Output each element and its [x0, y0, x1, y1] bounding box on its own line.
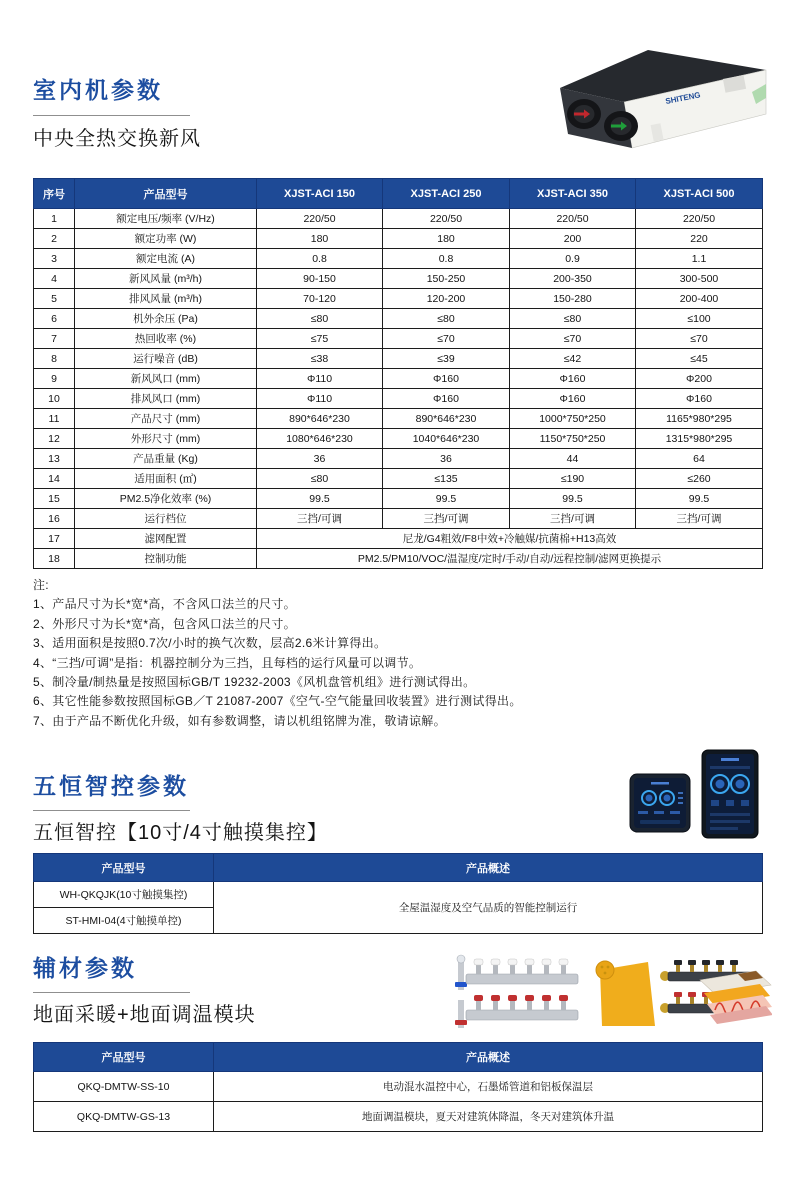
gauge-circle [716, 780, 725, 789]
row-value: ≤38 [257, 349, 383, 369]
panel-bottom-bar [640, 820, 680, 824]
row-value: 890*646*230 [257, 409, 383, 429]
row-value: 99.5 [510, 489, 636, 509]
row-value: Φ160 [383, 389, 510, 409]
row-value: 70-120 [257, 289, 383, 309]
row-no: 4 [34, 269, 75, 289]
panel-button [670, 811, 680, 814]
note-line: 1、产品尺寸为长*宽*高，不含风口法兰的尺寸。 [33, 597, 296, 612]
panel-button [726, 800, 734, 806]
panel-tick [678, 792, 683, 794]
model-cell: QKQ-DMTW-SS-10 [34, 1072, 214, 1102]
row-no: 3 [34, 249, 75, 269]
row-no: 17 [34, 529, 75, 549]
panel-row [710, 813, 750, 816]
row-value: 1315*980*295 [636, 429, 763, 449]
row-value: 0.8 [383, 249, 510, 269]
row-value: 36 [257, 449, 383, 469]
row-param: 排风风量 (m³/h) [75, 289, 257, 309]
gauge-circle [646, 795, 653, 802]
accessories-table [33, 1042, 763, 1132]
row-value: Φ110 [257, 389, 383, 409]
row-param: 额定功率 (W) [75, 229, 257, 249]
row-value: 220/50 [257, 209, 383, 229]
note-line: 2、外形尺寸为长*宽*高，包含风口法兰的尺寸。 [33, 616, 296, 631]
row-no: 14 [34, 469, 75, 489]
table-row [34, 509, 763, 529]
row-no: 7 [34, 329, 75, 349]
row-no: 5 [34, 289, 75, 309]
col-header-index: 序号 [34, 179, 75, 209]
table-row [34, 289, 763, 309]
gauge-circle [736, 780, 745, 789]
row-param: 产品尺寸 (mm) [75, 409, 257, 429]
row-value: 120-200 [383, 289, 510, 309]
row-value: Φ160 [636, 389, 763, 409]
col-header-model: 产品型号 [34, 854, 214, 882]
floor-module-diagram [700, 971, 772, 1024]
table-row [34, 1102, 763, 1132]
row-param: 新风风口 (mm) [75, 369, 257, 389]
table-row [34, 389, 763, 409]
manifold-silver-return [455, 995, 578, 1028]
col-header-model: 产品型号 [34, 1043, 214, 1072]
panel-tick [678, 802, 683, 804]
smart-control-table [33, 853, 763, 934]
row-no: 11 [34, 409, 75, 429]
spec-table-header-row [34, 179, 763, 209]
row-value: Φ160 [510, 389, 636, 409]
row-no: 2 [34, 229, 75, 249]
row-value: 220/50 [510, 209, 636, 229]
row-value: ≤39 [383, 349, 510, 369]
row-merged-value: 尼龙/G4粗效/F8中效+冷触媒/抗菌棉+H13高效 [257, 529, 763, 549]
model-cell: ST-HMI-04(4寸触摸单控) [34, 908, 214, 934]
section-divider [33, 115, 190, 116]
panel-row [710, 766, 750, 769]
row-value: 1080*646*230 [257, 429, 383, 449]
row-no: 9 [34, 369, 75, 389]
notes-block [33, 576, 522, 731]
brand-logo-text: SHITENG [664, 90, 702, 106]
row-param: PM2.5净化效率 (%) [75, 489, 257, 509]
row-value: 99.5 [257, 489, 383, 509]
row-value: 99.5 [636, 489, 763, 509]
table-row [34, 249, 763, 269]
row-value: 99.5 [383, 489, 510, 509]
manifold-silver-supply [455, 955, 578, 990]
note-line: 5、制冷量/制热量是按照国标GB/T 19232-2003《风机盘管机组》进行测试得出。 [33, 675, 476, 690]
row-no: 15 [34, 489, 75, 509]
model-cell: QKQ-DMTW-GS-13 [34, 1102, 214, 1132]
row-value: 220/50 [383, 209, 510, 229]
row-value: 180 [257, 229, 383, 249]
row-value: 180 [383, 229, 510, 249]
table-row [34, 269, 763, 289]
row-value: ≤190 [510, 469, 636, 489]
table-row [34, 1072, 763, 1102]
table-row [34, 882, 763, 908]
col-header-overview: 产品概述 [214, 854, 763, 882]
row-value: ≤80 [510, 309, 636, 329]
row-value: Φ160 [383, 369, 510, 389]
merged-overview-cell: 全屋温湿度及空气品质的智能控制运行 [214, 882, 763, 934]
row-no: 16 [34, 509, 75, 529]
table-row [34, 489, 763, 509]
row-param: 控制功能 [75, 549, 257, 569]
row-value: ≤70 [383, 329, 510, 349]
panel-button [741, 800, 749, 806]
row-param: 适用面积 (㎡) [75, 469, 257, 489]
gauge-circle [664, 795, 671, 802]
row-value: 1040*646*230 [383, 429, 510, 449]
note-line: 注: [33, 578, 49, 592]
row-value: 220/50 [636, 209, 763, 229]
row-param: 产品重量 (Kg) [75, 449, 257, 469]
row-value: Φ200 [636, 369, 763, 389]
col-header-aci500: XJST-ACI 500 [636, 179, 763, 209]
row-value: 200-400 [636, 289, 763, 309]
panel-button [654, 811, 664, 814]
row-value: ≤80 [257, 469, 383, 489]
row-value: 三挡/可调 [257, 509, 383, 529]
row-value: 36 [383, 449, 510, 469]
overview-cell: 地面调温模块，夏天对建筑体降温，冬天对建筑体升温 [214, 1102, 763, 1132]
row-no: 1 [34, 209, 75, 229]
row-value: Φ160 [510, 369, 636, 389]
mixing-station-yellow [596, 961, 655, 1026]
section-divider [33, 810, 190, 811]
row-value: 64 [636, 449, 763, 469]
row-param: 额定电压/频率 (V/Hz) [75, 209, 257, 229]
table-row [34, 209, 763, 229]
row-no: 13 [34, 449, 75, 469]
section-title-accessories: 辅材参数 [33, 955, 137, 981]
row-value: ≤70 [636, 329, 763, 349]
row-value: ≤70 [510, 329, 636, 349]
col-header-aci250: XJST-ACI 250 [383, 179, 510, 209]
section-title-smart-control: 五恒智控参数 [33, 773, 189, 799]
model-cell: WH-QKQJK(10寸触摸集控) [34, 882, 214, 908]
row-no: 12 [34, 429, 75, 449]
row-no: 18 [34, 549, 75, 569]
table-row [34, 369, 763, 389]
section-subtitle-touch-panels: 五恒智控【10寸/4寸触摸集控】 [33, 822, 328, 844]
panel-button [711, 800, 719, 806]
row-value: 150-280 [510, 289, 636, 309]
col-header-aci350: XJST-ACI 350 [510, 179, 636, 209]
row-value: Φ110 [257, 369, 383, 389]
row-value: 1150*750*250 [510, 429, 636, 449]
panel-title-bar [721, 758, 739, 761]
row-value: 44 [510, 449, 636, 469]
section-title-indoor-unit: 室内机参数 [33, 77, 163, 103]
row-param: 运行噪音 (dB) [75, 349, 257, 369]
table-row [34, 329, 763, 349]
row-value: 1000*750*250 [510, 409, 636, 429]
row-value: ≤80 [383, 309, 510, 329]
row-value: 890*646*230 [383, 409, 510, 429]
row-value: 0.9 [510, 249, 636, 269]
row-no: 10 [34, 389, 75, 409]
row-no: 6 [34, 309, 75, 329]
table-row [34, 549, 763, 569]
table-header-row [34, 854, 763, 882]
accessories-image [452, 952, 772, 1040]
col-header-overview: 产品概述 [214, 1043, 763, 1072]
panel-row [710, 820, 750, 823]
row-value: ≤100 [636, 309, 763, 329]
row-value: 0.8 [257, 249, 383, 269]
row-value: 1.1 [636, 249, 763, 269]
table-row [34, 529, 763, 549]
row-param: 热回收率 (%) [75, 329, 257, 349]
row-value: 300-500 [636, 269, 763, 289]
note-line: 6、其它性能参数按照国标GB／T 21087-2007《空气-空气能量回收装置》进行测试得出。 [33, 694, 522, 709]
section-subtitle-erv: 中央全热交换新风 [33, 128, 201, 150]
row-value: ≤45 [636, 349, 763, 369]
col-header-model: 产品型号 [75, 179, 257, 209]
table-row [34, 229, 763, 249]
table-row [34, 349, 763, 369]
row-param: 新风风量 (m³/h) [75, 269, 257, 289]
row-param: 滤网配置 [75, 529, 257, 549]
row-value: ≤75 [257, 329, 383, 349]
col-header-aci150: XJST-ACI 150 [257, 179, 383, 209]
row-value: 200 [510, 229, 636, 249]
row-value: ≤135 [383, 469, 510, 489]
panel-row [710, 827, 738, 830]
note-line: 4、“三挡/可调”是指：机器控制分为三挡，且每档的运行风量可以调节。 [33, 655, 422, 670]
row-value: ≤260 [636, 469, 763, 489]
row-no: 8 [34, 349, 75, 369]
panel-title-bar [651, 782, 669, 785]
table-row [34, 449, 763, 469]
overview-cell: 电动混水温控中心，石墨烯管道和铝板保温层 [214, 1072, 763, 1102]
row-merged-value: PM2.5/PM10/VOC/温湿度/定时/手动/自动/远程控制/滤网更换提示 [257, 549, 763, 569]
row-value: 150-250 [383, 269, 510, 289]
section-subtitle-floor-heating: 地面采暖+地面调温模块 [33, 1004, 256, 1026]
table-row [34, 309, 763, 329]
panel-tick [678, 797, 683, 799]
section-divider [33, 992, 190, 993]
table-row [34, 429, 763, 449]
control-panels-image [626, 748, 766, 840]
table-row [34, 469, 763, 489]
row-value: 220 [636, 229, 763, 249]
row-value: 1165*980*295 [636, 409, 763, 429]
row-value: 三挡/可调 [510, 509, 636, 529]
row-value: 200-350 [510, 269, 636, 289]
row-param: 排风风口 (mm) [75, 389, 257, 409]
row-value: ≤80 [257, 309, 383, 329]
row-value: 三挡/可调 [636, 509, 763, 529]
row-value: 三挡/可调 [383, 509, 510, 529]
table-row [34, 409, 763, 429]
note-line: 7、由于产品不断优化升级，如有参数调整，请以机组铭牌为准，敬请谅解。 [33, 713, 446, 728]
row-param: 外形尺寸 (mm) [75, 429, 257, 449]
note-line: 3、适用面积是按照0.7次/小时的换气次数，层高2.6米计算得出。 [33, 636, 387, 651]
row-param: 运行档位 [75, 509, 257, 529]
indoor-unit-spec-table [33, 178, 763, 569]
row-value: 90-150 [257, 269, 383, 289]
row-param: 额定电流 (A) [75, 249, 257, 269]
panel-button [638, 811, 648, 814]
table-header-row [34, 1043, 763, 1072]
row-value: ≤42 [510, 349, 636, 369]
row-param: 机外余压 (Pa) [75, 309, 257, 329]
ventilation-unit-image [528, 40, 772, 158]
